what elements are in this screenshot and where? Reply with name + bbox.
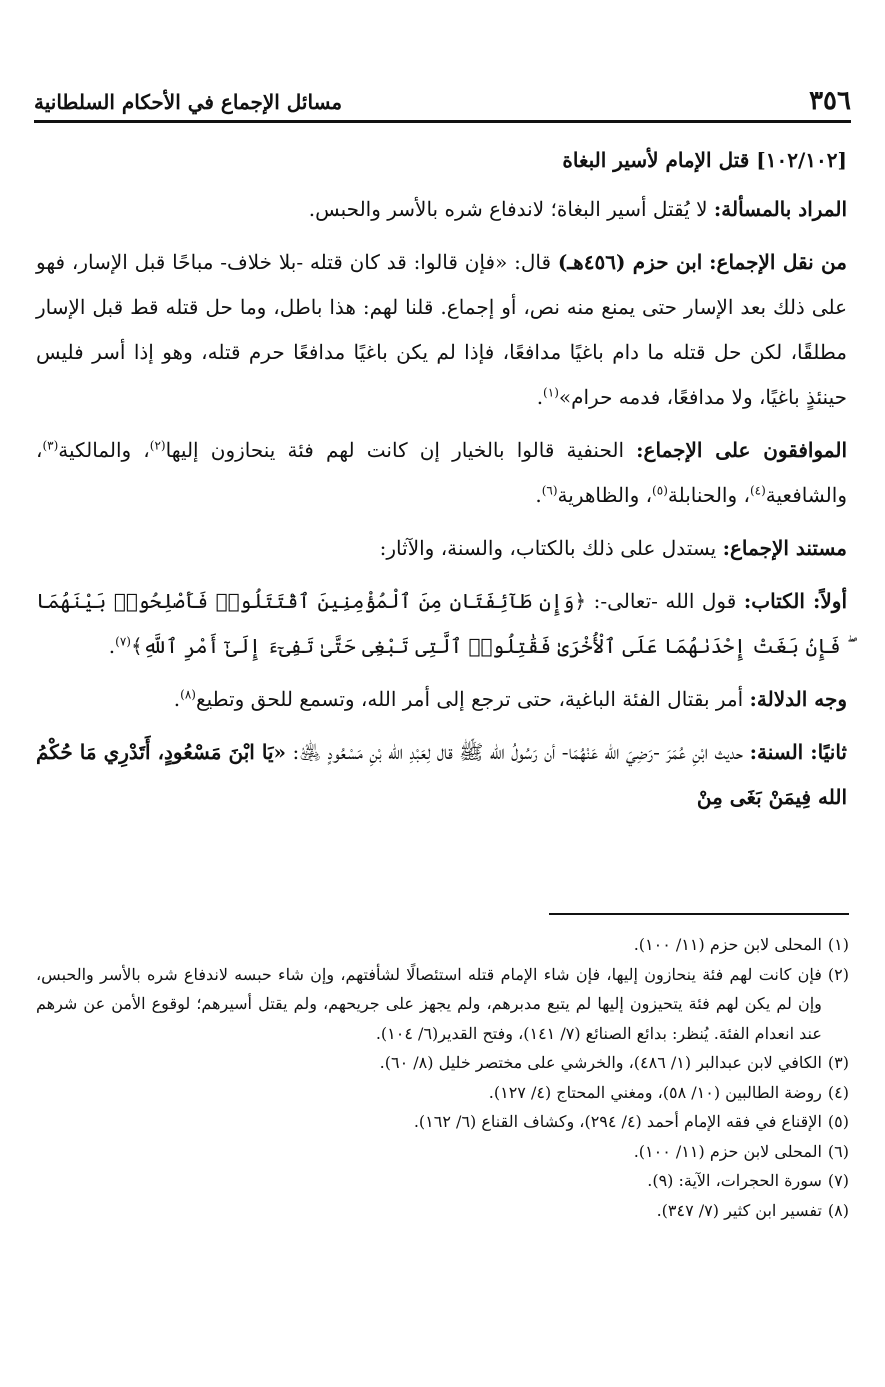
- footnotes: [36, 930, 849, 1225]
- text-naql: قال: «فإن قالوا: قد كان قتله -بلا خلاف- مباحًا قبل الإسار، فهو على ذلك بعد الإسار حتى يمنع منه نص، أو إجماع. قلنا لهم: هذا باطل، وما حل قتله قط قبل الإسار مطلقًا، لكن حل قتله ما دام باغيًا مدافعًا، فإذا لم يكن باغيًا مدافعًا حرم قتله، وهو إذا أسر فليس حينئذٍ باغيًا، ولا مدافعًا، فدمه حرام»: [36, 250, 847, 409]
- footnote-number: (٨): [827, 1200, 849, 1220]
- footnote-ref: (٨): [180, 687, 196, 702]
- footnote-ref: (٣): [42, 438, 59, 453]
- footnote-ref: (٢): [149, 438, 166, 453]
- footnote-text: المحلى لابن حزم (١١/ ١٠٠).: [633, 1141, 822, 1161]
- label-naql: من نقل الإجماع:: [709, 250, 847, 274]
- footnote-text: روضة الطالبين (١٠/ ٥٨)، ومغني المحتاج (٤/ ١٢٧).: [488, 1082, 822, 1102]
- paragraph-sunna: [36, 730, 847, 820]
- footnote-text: الإقناع في فقه الإمام أحمد (٤/ ٢٩٤)، وكشاف القناع (٦/ ١٦٢).: [413, 1112, 822, 1131]
- running-title: مسائل الإجماع في الأحكام السلطانية: [34, 90, 343, 114]
- section-title: قتل الإمام لأسير البغاة: [562, 148, 750, 172]
- footnote: [36, 1137, 849, 1167]
- paragraph-kitab: أولاً: الكتاب: قول الله -تعالى-: ﴿وَإِن طَآئِفَتَانِ مِنَ ٱلْمُؤْمِنِينَ ٱقْتَتَلُوا۟ فَأَصْلِحُوا۟ بَيْنَهُمَا ۖ فَإِنۢ بَغَتْ إِحْدَىٰهُمَا عَلَى ٱلْأُخْرَىٰ فَقَٰتِلُوا۟ ٱلَّتِى تَبْغِى حَتَّىٰ تَفِىٓءَ إِلَىٰٓ أَمْرِ ٱللَّهِ﴾$^{(٧)}$.: [36, 589, 848, 658]
- footnote-number: (١): [827, 935, 849, 954]
- footnote-ref: (٤): [749, 483, 766, 498]
- page-header: [34, 70, 851, 123]
- footnote-number: (٤): [827, 1082, 849, 1102]
- footnote-ref: (١): [543, 385, 559, 400]
- footnote: [36, 1048, 849, 1078]
- label-sunna: ثانيًا: السنة:: [749, 740, 848, 764]
- footnote-number: (٥): [827, 1112, 849, 1131]
- paragraph-muwafiqun: [36, 428, 847, 518]
- footnote-text: المحلى لابن حزم (١١/ ١٠٠).: [633, 935, 822, 954]
- footnote: [36, 960, 849, 1049]
- footnote: [36, 1078, 849, 1108]
- footnote-number: (٧): [827, 1171, 849, 1190]
- footnote-ref: (٦): [541, 483, 558, 498]
- paragraph-mustanad: [36, 526, 847, 571]
- paragraph-wajh: وجه الدلالة: أمر بقتال الفئة الباغية، حتى ترجع إلى أمر الله، وتسمع للحق وتطيع$^{(٨)}$.: [173, 687, 847, 711]
- footnote: [36, 1196, 849, 1226]
- label-kitab: أولاً: الكتاب:: [743, 589, 848, 613]
- text-maliki: ، والمالكية: [58, 438, 150, 462]
- footnote-ref: (٧): [115, 634, 131, 649]
- label-murad: المراد بالمسألة:: [713, 197, 847, 221]
- footnote-text: سورة الحجرات، الآية: (٩).: [647, 1171, 822, 1190]
- hadith-text: «يَا ابْنَ مَسْعُودٍ، أَتَدْرِي مَا حُكْمُ الله فِيمَنْ بَغَى مِنْ: [36, 740, 847, 809]
- label-mustanad: مستند الإجماع:: [722, 536, 847, 560]
- text-muwafiqun: الحنفية قالوا بالخيار إن كانت لهم فئة ينحازون إليها: [165, 438, 625, 462]
- main-text: [36, 138, 847, 828]
- page-number: ٣٥٦: [809, 86, 851, 116]
- footnote-text: تفسير ابن كثير (٧/ ٣٤٧).: [656, 1200, 822, 1220]
- paragraph-naql: من نقل الإجماع: ابن حزم (٤٥٦هـ) قال: «فإن قالوا: قد كان قتله -بلا خلاف- مباحًا قبل الإسار، فهو على ذلك بعد الإسار حتى يمنع منه نص، أو إجماع. قلنا لهم: هذا باطل، وما حل قتله قط قبل الإسار مطلقًا، لكن حل قتله ما دام باغيًا مدافعًا، فإذا لم يكن باغيًا مدافعًا حرم قتله، وهو إذا أسر فليس حينئذٍ باغيًا، ولا مدافعًا، فدمه حرام»$^{(١)}$.: [36, 250, 847, 409]
- text-mustanad: يستدل على ذلك بالكتاب، والسنة، والآثار:: [379, 536, 717, 560]
- footnote-number: (٦): [827, 1141, 849, 1161]
- footnote: [36, 1107, 849, 1137]
- quran-verse: ﴿وَإِن طَآئِفَتَانِ مِنَ ٱلْمُؤْمِنِينَ ٱقْتَتَلُوا۟ فَأَصْلِحُوا۟ بَيْنَهُمَا ۖ فَإِنۢ بَغَتْ إِحْدَىٰهُمَا عَلَى ٱلْأُخْرَىٰ فَقَٰتِلُوا۟ ٱلَّتِى تَبْغِى حَتَّىٰ تَفِىٓءَ إِلَىٰٓ أَمْرِ ٱللَّهِ﴾: [36, 589, 847, 658]
- naql-author: ابن حزم (٤٥٦هـ): [557, 250, 703, 274]
- text-hanbali: ، والحنابلة: [667, 483, 750, 507]
- text-wajh: أمر بقتال الفئة الباغية، حتى ترجع إلى أمر الله، وتسمع للحق وتطيع: [195, 687, 744, 711]
- footnote: [36, 930, 849, 960]
- text-murad: لا يُقتل أسير البغاة؛ لاندفاع شره بالأسر والحبس.: [308, 197, 708, 221]
- footnote-ref: (٥): [652, 483, 668, 498]
- section-heading: [36, 138, 847, 183]
- label-muwafiqun: الموافقون على الإجماع:: [636, 438, 848, 462]
- label-wajh: وجه الدلالة:: [749, 687, 847, 711]
- text-zahiri: ، والظاهرية: [557, 483, 653, 507]
- text-shafii: ، والشافعية: [36, 438, 847, 507]
- footnote-text: فإن كانت لهم فئة ينحازون إليها، فإن شاء الإمام قتله استئصالًا لشأفتهم، وإن شاء حبسه لاندفاع شره بالأسر والحبس، وإن لم يكن لهم فئة يتحيزون إليها لم يتبع مدبرهم، ولم يجهز على جريحهم، ولم يقتل أسيرهم؛ لوقوع الأمن عن شرهم عند انعدام الفئة. يُنظر: بدائع الصنائع (٧/ ١٤١)، وفتح القدير(٦/ ١٠٤).: [36, 964, 822, 1043]
- footnote: [36, 1166, 849, 1196]
- footnote-number: (٢): [827, 964, 849, 984]
- footnote-divider: [549, 913, 849, 915]
- section-number: [١٠٢/١٠٢]: [756, 148, 847, 172]
- text-end: .: [535, 483, 542, 507]
- footnote-number: (٣): [827, 1053, 849, 1072]
- paragraph-murad: [36, 187, 847, 232]
- text-sunna: حديث ابْنِ عُمَرَ -رَضِيَ الله عَنْهُمَا- أن رَسُولُ الله ﷺ قال لِعَبْدِ الله بْنِ مَسْعُودٍ ﵁:: [292, 740, 744, 764]
- text-kitab-intro: قول الله -تعالى-:: [593, 589, 737, 613]
- footnote-text: الكافي لابن عبدالبر (١/ ٤٨٦)، والخرشي على مختصر خليل (٨/ ٦٠).: [379, 1053, 822, 1072]
